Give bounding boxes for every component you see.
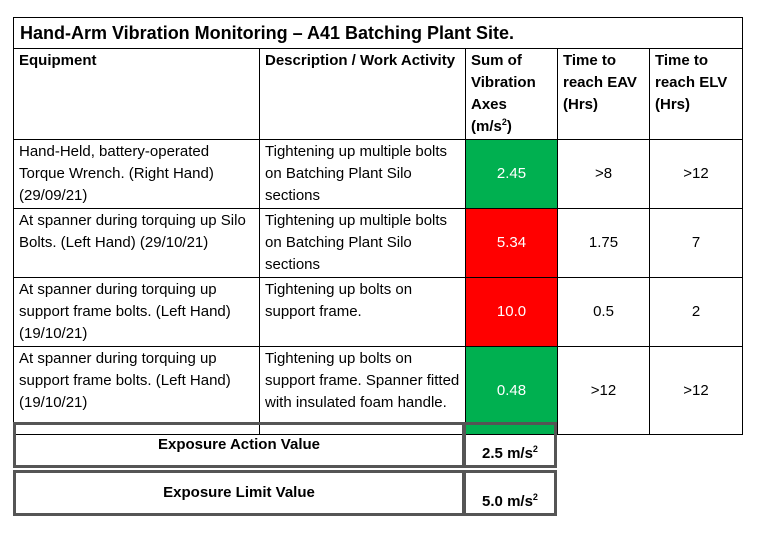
header-sum-unit-end: ) xyxy=(506,118,512,135)
table-row xyxy=(14,140,743,209)
table-row xyxy=(14,209,743,278)
row-description: Tightening up bolts on support frame. xyxy=(260,278,466,347)
eav-value-text: 2.5 m/s xyxy=(482,445,533,462)
row-vibration-value: 10.0 xyxy=(466,278,558,347)
title-row xyxy=(14,18,743,49)
header-sum-label: Sum of Vibration Axes xyxy=(471,52,536,113)
row-elv-time: 2 xyxy=(650,278,743,347)
row-eav-time: >8 xyxy=(558,140,650,209)
elv-value-text: 5.0 m/s xyxy=(482,493,533,510)
header-row xyxy=(14,49,743,140)
elv-unit-sup: 2 xyxy=(532,492,538,502)
header-sum xyxy=(466,49,558,140)
header-sum-unit: (m/s xyxy=(471,118,502,135)
eav-value xyxy=(465,422,557,468)
row-eav-time: 0.5 xyxy=(558,278,650,347)
row-elv-time: >12 xyxy=(650,140,743,209)
row-equipment: Hand-Held, battery-operated Torque Wrench. (Right Hand) (29/09/21) xyxy=(14,140,260,209)
row-eav-time: >12 xyxy=(558,347,650,435)
vibration-table xyxy=(13,17,743,435)
row-equipment: At spanner during torquing up Silo Bolts. (Left Hand) (29/10/21) xyxy=(14,209,260,278)
row-equipment: At spanner during torquing up support frame bolts. (Left Hand) (19/10/21) xyxy=(14,278,260,347)
row-eav-time: 1.75 xyxy=(558,209,650,278)
row-vibration-value: 5.34 xyxy=(466,209,558,278)
header-description: Description / Work Activity xyxy=(260,49,466,140)
row-description: Tightening up multiple bolts on Batching Plant Silo sections xyxy=(260,209,466,278)
row-equipment: At spanner during torquing up support frame bolts. (Left Hand) (19/10/21) xyxy=(14,347,260,435)
header-equipment: Equipment xyxy=(14,49,260,140)
row-description: Tightening up multiple bolts on Batching Plant Silo sections xyxy=(260,140,466,209)
header-sum-unit-sup: 2 xyxy=(501,117,507,127)
eav-label: Exposure Action Value xyxy=(13,422,465,468)
row-vibration-value: 0.48 xyxy=(466,347,558,435)
elv-label: Exposure Limit Value xyxy=(13,470,465,516)
elv-value xyxy=(465,470,557,516)
row-vibration-value: 2.45 xyxy=(466,140,558,209)
table-title: Hand-Arm Vibration Monitoring – A41 Batching Plant Site. xyxy=(14,18,743,49)
row-description: Tightening up bolts on support frame. Spanner fitted with insulated foam handle. xyxy=(260,347,466,435)
table-row xyxy=(14,278,743,347)
header-eav: Time to reach EAV (Hrs) xyxy=(558,49,650,140)
row-elv-time: >12 xyxy=(650,347,743,435)
header-elv: Time to reach ELV (Hrs) xyxy=(650,49,743,140)
row-elv-time: 7 xyxy=(650,209,743,278)
eav-unit-sup: 2 xyxy=(532,444,538,454)
